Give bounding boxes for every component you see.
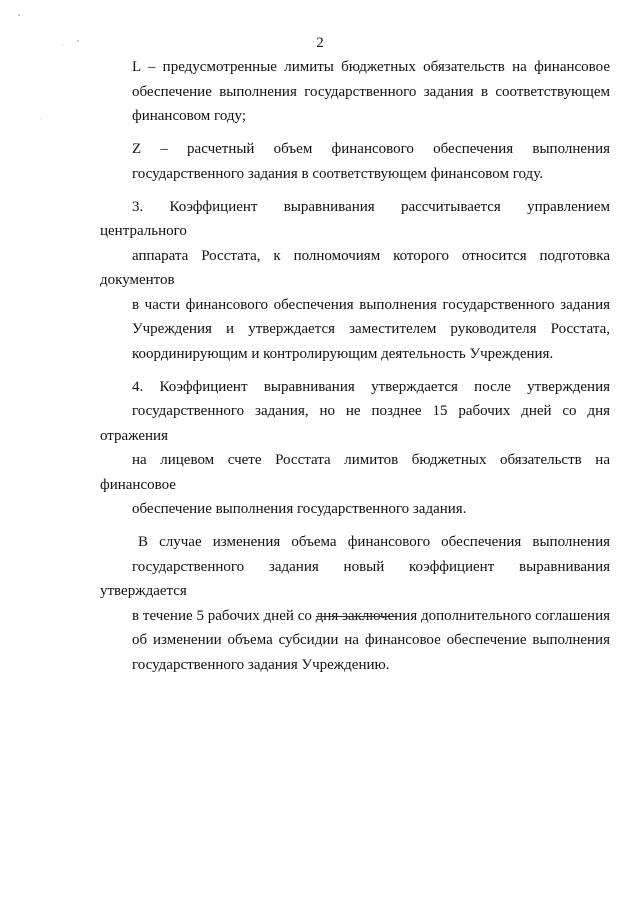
paragraph-item-3 bbox=[100, 195, 610, 367]
text-line: на лицевом счете Росстата лимитов бюджетных обязательств на финансовое bbox=[100, 452, 610, 493]
text-line: Учреждения и утверждается заместителем руководителя Росстата, bbox=[132, 321, 610, 337]
text-line: в части финансового обеспечения выполнения государственного задания bbox=[132, 296, 610, 313]
scan-speck bbox=[40, 118, 41, 119]
paragraph-item-4 bbox=[100, 375, 610, 522]
end-divider bbox=[316, 616, 396, 617]
scan-speck bbox=[18, 14, 20, 16]
text-line: государственного задания новый коэффициент выравнивания утверждается bbox=[100, 558, 610, 599]
text-line: координирующим и контролирующим деятельность Учреждения. bbox=[132, 345, 554, 362]
text-line: L – предусмотренные лимиты бюджетных обязательств на финансовое bbox=[132, 59, 610, 75]
text-line: государственного задания, но не позднее 15 рабочих дней со дня отражения bbox=[100, 403, 610, 444]
text-line: аппарата Росстата, к полномочиям которого относится подготовка документов bbox=[100, 247, 610, 288]
text-line: Z – расчетный объем финансового обеспечения выполнения bbox=[132, 141, 610, 157]
text-line: обеспечение выполнения государственного задания. bbox=[132, 501, 467, 517]
text-line: финансовом году; bbox=[132, 108, 247, 124]
paragraph-volume-definition bbox=[100, 137, 610, 186]
paragraph-limits-definition bbox=[100, 55, 610, 129]
page-number: 2 bbox=[316, 35, 324, 51]
paragraph-change-of-volume bbox=[100, 530, 610, 677]
text-line: государственного задания в соответствующем финансовом году. bbox=[132, 165, 543, 182]
text-line: 4. Коэффициент выравнивания утверждается после утверждения bbox=[132, 378, 610, 395]
text-line: в течение 5 рабочих дней со дня заключения дополнительного соглашения bbox=[132, 607, 610, 624]
text-line: государственного задания Учреждению. bbox=[132, 656, 390, 673]
text-line: об изменении объема субсидии на финансовое обеспечение выполнения bbox=[132, 632, 610, 648]
text-line: 3. Коэффициент выравнивания рассчитывается управлением центрального bbox=[100, 198, 610, 239]
text-line: обеспечение выполнения государственного задания в соответствующем bbox=[132, 83, 610, 100]
document-body bbox=[100, 55, 610, 677]
text-line: В случае изменения объема финансового обеспечения выполнения bbox=[138, 534, 610, 550]
